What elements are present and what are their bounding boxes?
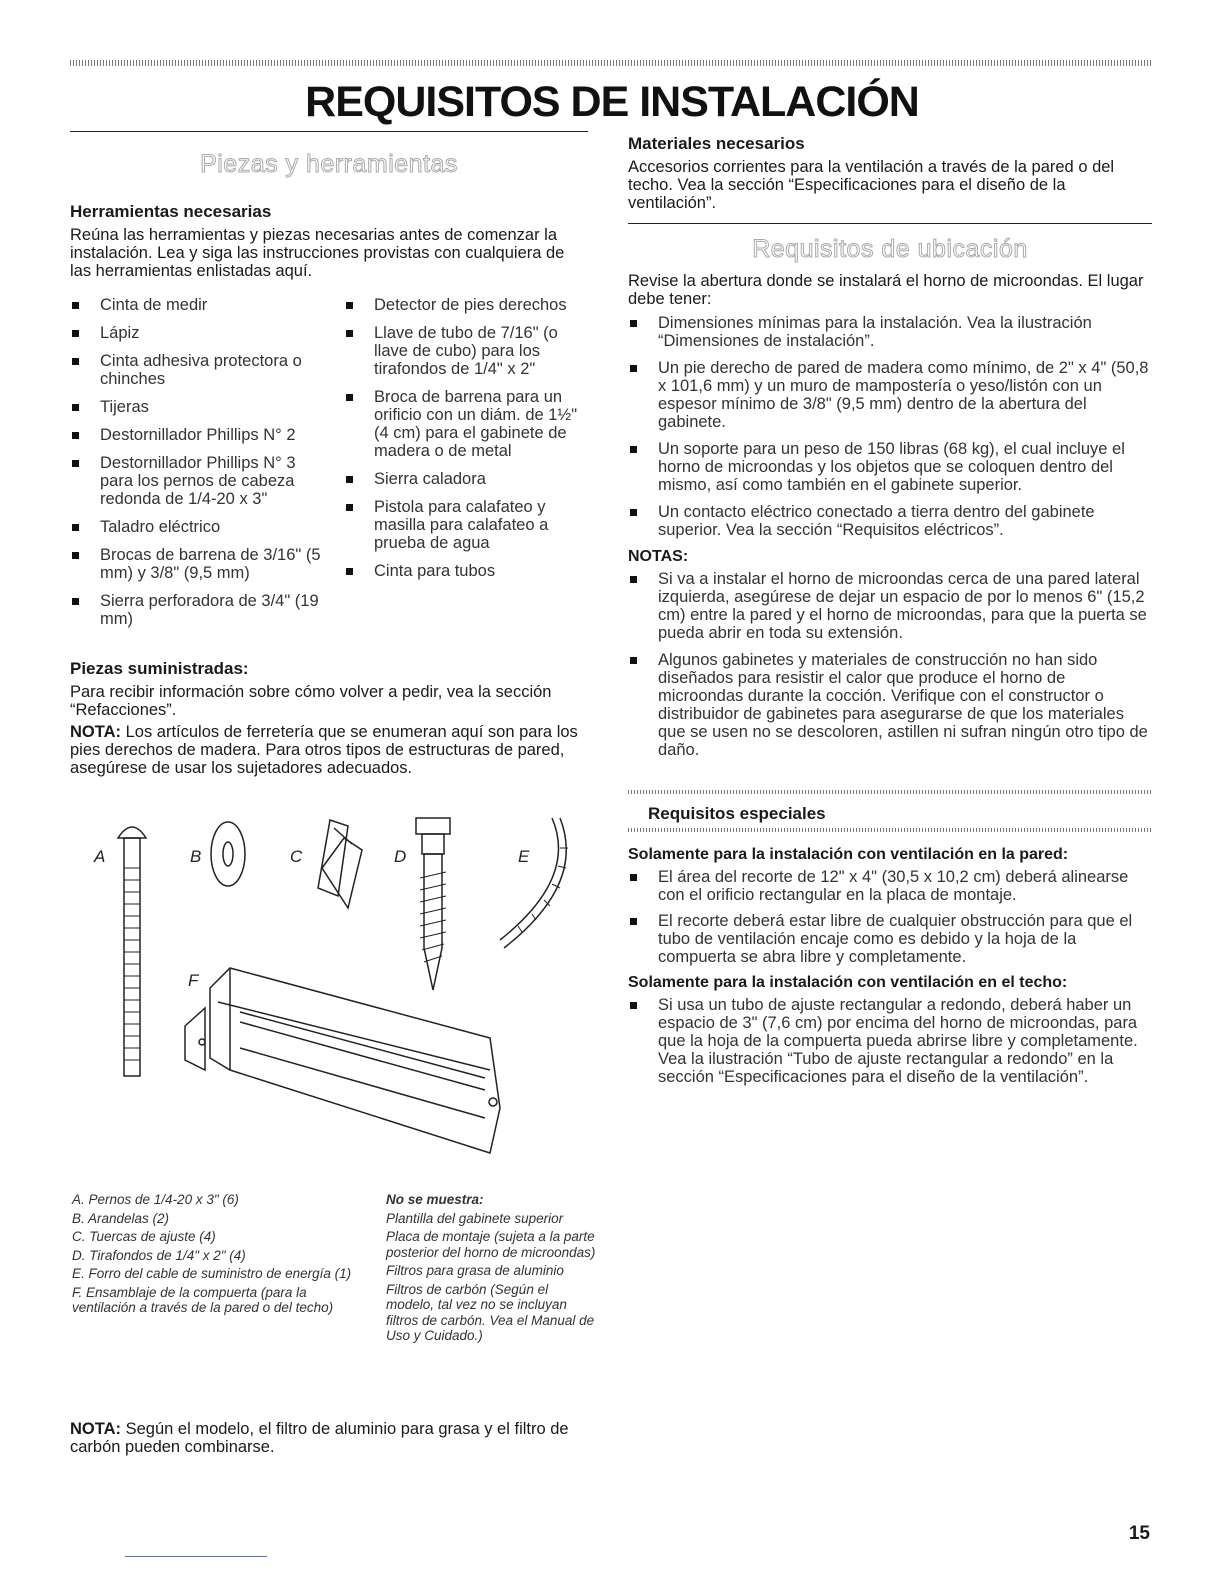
wall-vent-heading: Solamente para la instalación con ventilación en la pared:	[628, 846, 1069, 863]
tool-list-item: Brocas de barrena de 3/16" (5 mm) y 3/8" (9,5 mm)	[70, 546, 328, 582]
parts-note	[70, 723, 590, 777]
figure-caption: C. Tuercas de ajuste (4)	[72, 1229, 216, 1244]
parts-heading: Piezas suministradas:	[70, 659, 249, 678]
section-rule	[70, 131, 588, 132]
note-combined-filter	[70, 1420, 590, 1456]
tool-list-item: Tijeras	[70, 398, 328, 416]
figure-label-a: A	[94, 847, 106, 866]
lag-screw-illustration	[416, 818, 450, 990]
tools-intro: Reúna las herramientas y piezas necesarias antes de comenzar la instalación. Lea y siga las instrucciones provistas con cualquiera de las herramientas enlistadas aquí.	[70, 226, 565, 280]
page-title: REQUISITOS DE INSTALACIÓN	[305, 78, 919, 126]
wall-vent-item: El área del recorte de 12" x 4" (30,5 x 10,2 cm) deberá alinearse con el orificio rectangular en la placa de montaje.	[628, 868, 1152, 904]
tool-list-item: Cinta para tubos	[344, 562, 588, 580]
note-label: NOTA:	[70, 723, 122, 741]
page-number: 15	[1128, 1523, 1150, 1544]
location-section	[628, 272, 1152, 768]
toggle-nut-illustration	[318, 820, 362, 908]
wall-vent-item: El recorte deberá estar libre de cualquier obstrucción para que el tubo de ventilación encaje como es debido y la hoja de la compuerta se abra libre y completamente.	[628, 912, 1152, 966]
location-requirement-item: Un pie derecho de pared de madera como mínimo, de 2" x 4" (50,8 x 101,6 mm) y un muro de mampostería o yeso/listón con un espesor mínimo de 3/8" (9,5 mm) dentro de la abertura del gabinete.	[628, 359, 1152, 431]
tool-list-item: Llave de tubo de 7/16" (o llave de cubo) para los tirafondos de 1/4" x 2"	[344, 324, 588, 378]
parts-text: Para recibir información sobre cómo volver a pedir, vea la sección “Refacciones”.	[70, 683, 552, 719]
figure-label-f: F	[188, 971, 199, 990]
figure-label-c: C	[290, 847, 303, 866]
roof-vent-heading: Solamente para la instalación con ventilación en el techo:	[628, 974, 1068, 991]
notes-heading: NOTAS:	[628, 548, 689, 565]
tool-list-item: Cinta adhesiva protectora o chinches	[70, 352, 328, 388]
hardware-figure	[90, 808, 580, 1180]
tool-list-item: Pistola para calafateo y masilla para calafateo a prueba de agua	[344, 498, 588, 552]
figure-label-d: D	[394, 847, 407, 866]
tool-list-item: Lápiz	[70, 324, 328, 342]
roof-vent-list	[628, 996, 1152, 1086]
tools-list-col2	[344, 296, 588, 590]
figure-label-b: B	[190, 847, 202, 866]
special-rule-top	[628, 790, 1152, 794]
parts-section	[70, 659, 590, 777]
figure-caption: D. Tirafondos de 1/4" x 2" (4)	[72, 1247, 246, 1263]
materials-heading: Materiales necesarios	[628, 134, 805, 153]
special-rule-bottom	[628, 828, 1152, 832]
tools-heading: Herramientas necesarias	[70, 202, 272, 221]
figure-caption: E. Forro del cable de suministro de energía (1)	[72, 1266, 352, 1281]
not-shown-item: Filtros de carbón (Según el modelo, tal vez no se incluyan filtros de carbón. Vea el Manual de Uso y Cuidado.)	[386, 1281, 595, 1343]
note-item: Algunos gabinetes y materiales de construcción no han sido diseñados para resistir el calor que produce el horno de microondas durante la cocción. Verifique con el constructor o distribuidor de gabinetes para asegurarse de que los materiales que se usen no se descoloren, astillen ni sufran ningún otro tipo de daño.	[628, 651, 1152, 759]
note-text: Los artículos de ferretería que se enumeran aquí son para los pies derechos de madera. Para otros tipos de estructuras de pared, asegúrese de usar los sujetadores adecuados.	[70, 723, 578, 777]
figure-label-e: E	[518, 847, 530, 866]
tool-list-item: Sierra caladora	[344, 470, 588, 488]
damper-assembly-illustration	[185, 968, 500, 1153]
note2-text: Según el modelo, el filtro de aluminio para grasa y el filtro de carbón pueden combinarse.	[70, 1420, 569, 1456]
location-requirement-item: Dimensiones mínimas para la instalación. Vea la ilustración “Dimensiones de instalación”.	[628, 314, 1152, 350]
not-shown-item: Filtros para grasa de aluminio	[386, 1263, 564, 1278]
not-shown-item: Placa de montaje (sujeta a la parte posterior del horno de microondas)	[386, 1229, 596, 1260]
wall-vent-list	[628, 868, 1152, 966]
section-heading-location: Requisitos de ubicación	[752, 235, 1028, 263]
tool-list-item: Sierra perforadora de 3/4" (19 mm)	[70, 592, 328, 628]
note-item: Si va a instalar el horno de microondas cerca de una pared lateral izquierda, asegúrese de dejar un espacio de por lo menos 6" (15,2 cm) entre la pared y el horno de microondas, para que la puerta se pueda abrir en toda su extensión.	[628, 570, 1152, 642]
notes-list	[628, 570, 1152, 759]
location-requirement-item: Un soporte para un peso de 150 libras (68 kg), el cual incluye el horno de microondas y los objetos que se coloquen dentro del mismo, así como también en el gabinete superior.	[628, 440, 1152, 494]
tools-list-col1	[70, 296, 328, 638]
special-heading: Requisitos especiales	[648, 804, 826, 823]
roof-vent-item: Si usa un tubo de ajuste rectangular a redondo, deberá haber un espacio de 3" (7,6 cm) por encima del horno de microondas, para que la hoja de la compuerta pueda abrirse libre y completamente. Vea la ilustración “Tubo de ajuste rectangular a redondo” en la sección “Especificaciones para el diseño de la ventilación”.	[628, 996, 1152, 1086]
washer-illustration	[211, 822, 245, 886]
section-heading-parts-tools: Piezas y herramientas	[200, 150, 458, 178]
tool-list-item: Taladro eléctrico	[70, 518, 328, 536]
materials-section	[628, 134, 1152, 212]
not-shown-section	[386, 1192, 596, 1347]
tool-list-item: Detector de pies derechos	[344, 296, 588, 314]
figure-caption: B. Arandelas (2)	[72, 1210, 170, 1226]
top-dotted-rule	[70, 60, 1152, 66]
figure-caption: F. Ensamblaje de la compuerta (para la ventilación a través de la pared o del techo)	[72, 1284, 334, 1315]
materials-text: Accesorios corrientes para la ventilación a través de la pared o del techo. Vea la sección “Especificaciones para el diseño de la ventilación”.	[628, 158, 1115, 212]
location-requirements-list	[628, 314, 1152, 539]
figure-captions	[72, 1192, 357, 1319]
grommet-illustration	[500, 818, 568, 948]
tool-list-item: Broca de barrena para un orificio con un diám. de 1½" (4 cm) para el gabinete de madera o de metal	[344, 388, 588, 460]
footer-rule	[125, 1556, 267, 1557]
not-shown-list	[386, 1211, 596, 1344]
tool-list-item: Cinta de medir	[70, 296, 328, 314]
bolt-illustration	[118, 827, 146, 1076]
special-section	[628, 846, 1152, 1094]
tool-list-item: Destornillador Phillips N° 3 para los pernos de cabeza redonda de 1/4-20 x 3"	[70, 454, 328, 508]
not-shown-item: Plantilla del gabinete superior	[386, 1210, 564, 1226]
tool-list-item: Destornillador Phillips N° 2	[70, 426, 328, 444]
location-requirement-item: Un contacto eléctrico conectado a tierra dentro del gabinete superior. Vea la sección “Requisitos eléctricos”.	[628, 503, 1152, 539]
note2-label: NOTA:	[70, 1420, 122, 1438]
location-intro: Revise la abertura donde se instalará el horno de microondas. El lugar debe tener:	[628, 272, 1144, 308]
section-rule-right	[628, 223, 1152, 224]
figure-caption: A. Pernos de 1/4-20 x 3" (6)	[72, 1192, 239, 1207]
not-shown-heading: No se muestra:	[386, 1192, 484, 1207]
tools-section	[70, 202, 590, 280]
